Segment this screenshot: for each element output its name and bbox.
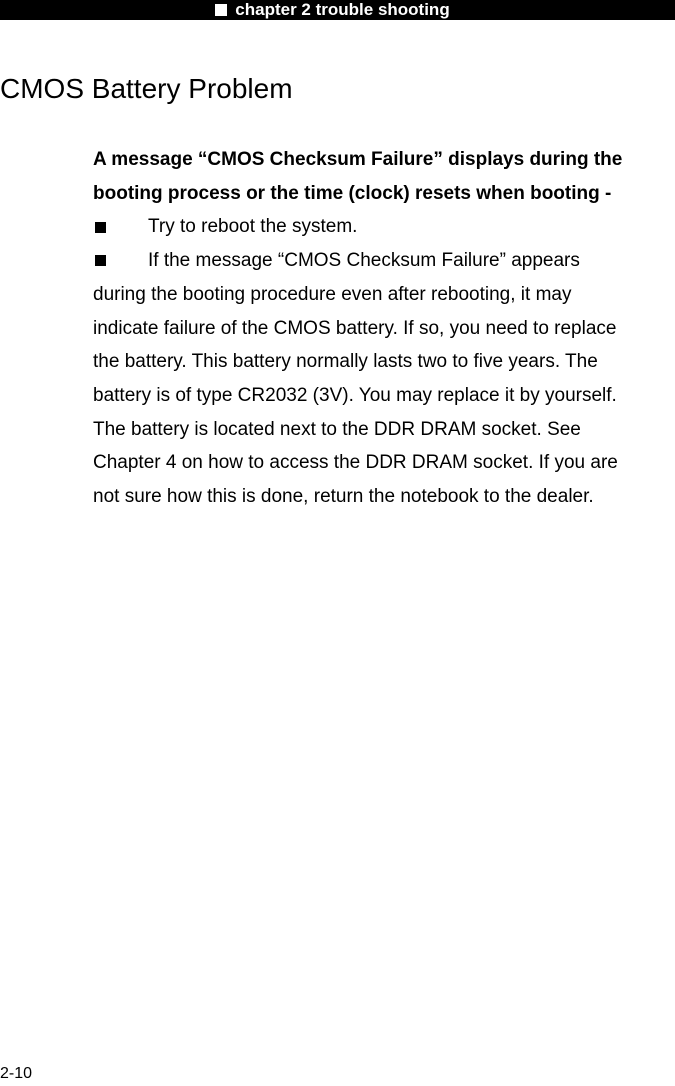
intro-line-1: A message “CMOS Checksum Failure” displays during the — [93, 149, 623, 170]
bullet-text: If the message “CMOS Checksum Failure” appears — [148, 250, 580, 272]
chapter-header — [215, 0, 449, 20]
chapter-header-bar — [0, 0, 675, 20]
paragraph-line: battery is of type CR2032 (3V). You may replace it by yourself. — [93, 384, 617, 406]
bullet-item — [93, 244, 675, 278]
paragraph-line: during the booting procedure even after rebooting, it may — [93, 283, 572, 305]
paragraph-line: the battery. This battery normally lasts two to five years. The — [93, 351, 598, 373]
square-bullet-icon — [95, 222, 106, 233]
black-square-icon — [215, 4, 227, 16]
chapter-label: chapter 2 trouble shooting — [235, 0, 450, 19]
square-bullet-icon — [95, 255, 106, 266]
bullet-item — [93, 210, 675, 244]
section-body — [93, 143, 675, 514]
bullet-text: Try to reboot the system. — [148, 216, 358, 238]
paragraph-line: Chapter 4 on how to access the DDR DRAM socket. If you are — [93, 452, 618, 474]
paragraph-line: The battery is located next to the DDR DRAM socket. See — [93, 418, 581, 440]
paragraph-line: not sure how this is done, return the notebook to the dealer. — [93, 486, 594, 508]
section-title: CMOS Battery Problem — [0, 73, 293, 104]
page-number: 2-10 — [0, 1065, 33, 1082]
intro-line-2: booting process or the time (clock) resets when booting - — [93, 182, 612, 204]
paragraph-line: indicate failure of the CMOS battery. If so, you need to replace — [93, 317, 617, 339]
